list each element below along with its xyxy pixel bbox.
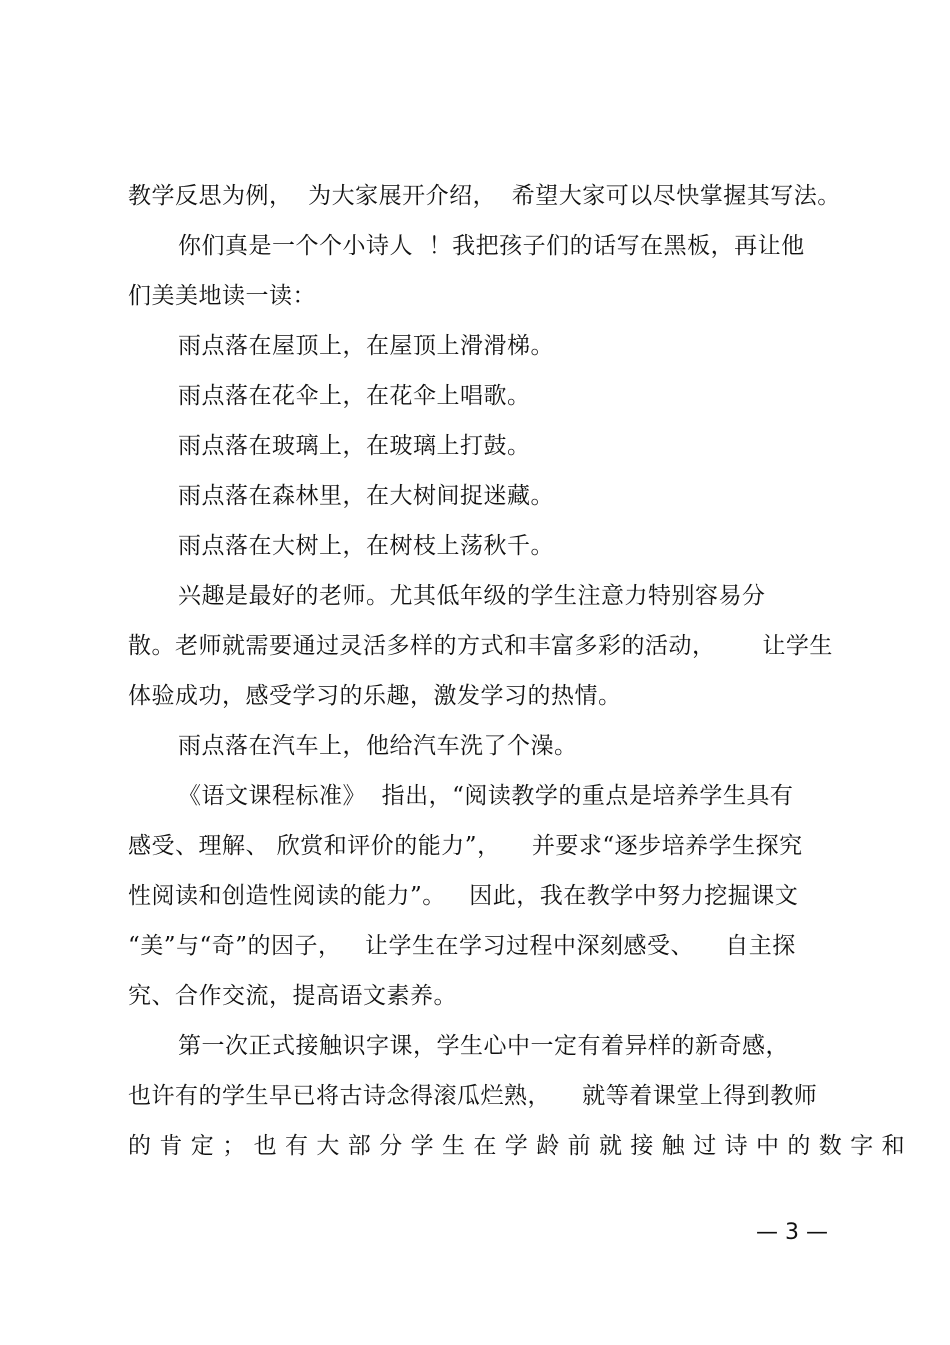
text-line-16: “美”与“奇”的因子， 让学生在学习过程中深刻感受、 自主探 xyxy=(128,933,796,959)
poem-line-4: 雨点落在森林里，在大树间捉迷藏。 xyxy=(178,483,554,509)
page-number: — 3 — xyxy=(756,1220,828,1245)
text-line-20: 的肯定；也有大部分学生在学龄前就接触过诗中的数字和 xyxy=(128,1133,913,1159)
poem-line-5: 雨点落在大树上，在树枝上荡秋千。 xyxy=(178,533,554,559)
text-line-18: 第一次正式接触识字课，学生心中一定有着异样的新奇感， xyxy=(178,1033,789,1059)
text-line-15: 性阅读和创造性阅读的能力”。 因此，我在教学中努力挖掘课文 xyxy=(128,883,799,909)
text-line-14: 感受、理解、 欣赏和评价的能力”， 并要求“逐步培养学生探究 xyxy=(128,833,803,859)
text-line-17: 究、合作交流，提高语文素养。 xyxy=(128,983,457,1009)
poem-line-2: 雨点落在花伞上，在花伞上唱歌。 xyxy=(178,383,531,409)
text-line-1: 教学反思为例， 为大家展开介绍， 希望大家可以尽快掌握其写法。 xyxy=(128,183,841,209)
poem-line-3: 雨点落在玻璃上，在玻璃上打鼓。 xyxy=(178,433,531,459)
text-line-12: 雨点落在汽车上，他给汽车洗了个澡。 xyxy=(178,733,578,759)
text-line-9: 兴趣是最好的老师。尤其低年级的学生注意力特别容易分 xyxy=(178,583,766,609)
poem-line-1: 雨点落在屋顶上，在屋顶上滑滑梯。 xyxy=(178,333,554,359)
text-line-19: 也许有的学生早已将古诗念得滚瓜烂熟， 就等着课堂上得到教师 xyxy=(128,1083,818,1109)
text-line-11: 体验成功，感受学习的乐趣，激发学习的热情。 xyxy=(128,683,622,709)
text-line-2: 你们真是一个个小诗人 ！我把孩子们的话写在黑板，再让他 xyxy=(178,233,805,259)
text-line-3: 们美美地读一读： xyxy=(128,283,316,309)
text-line-13: 《语文课程标准》 指出，“阅读教学的重点是培养学生具有 xyxy=(178,783,794,809)
text-line-10: 散。老师就需要通过灵活多样的方式和丰富多彩的活动， 让学生 xyxy=(128,633,833,659)
